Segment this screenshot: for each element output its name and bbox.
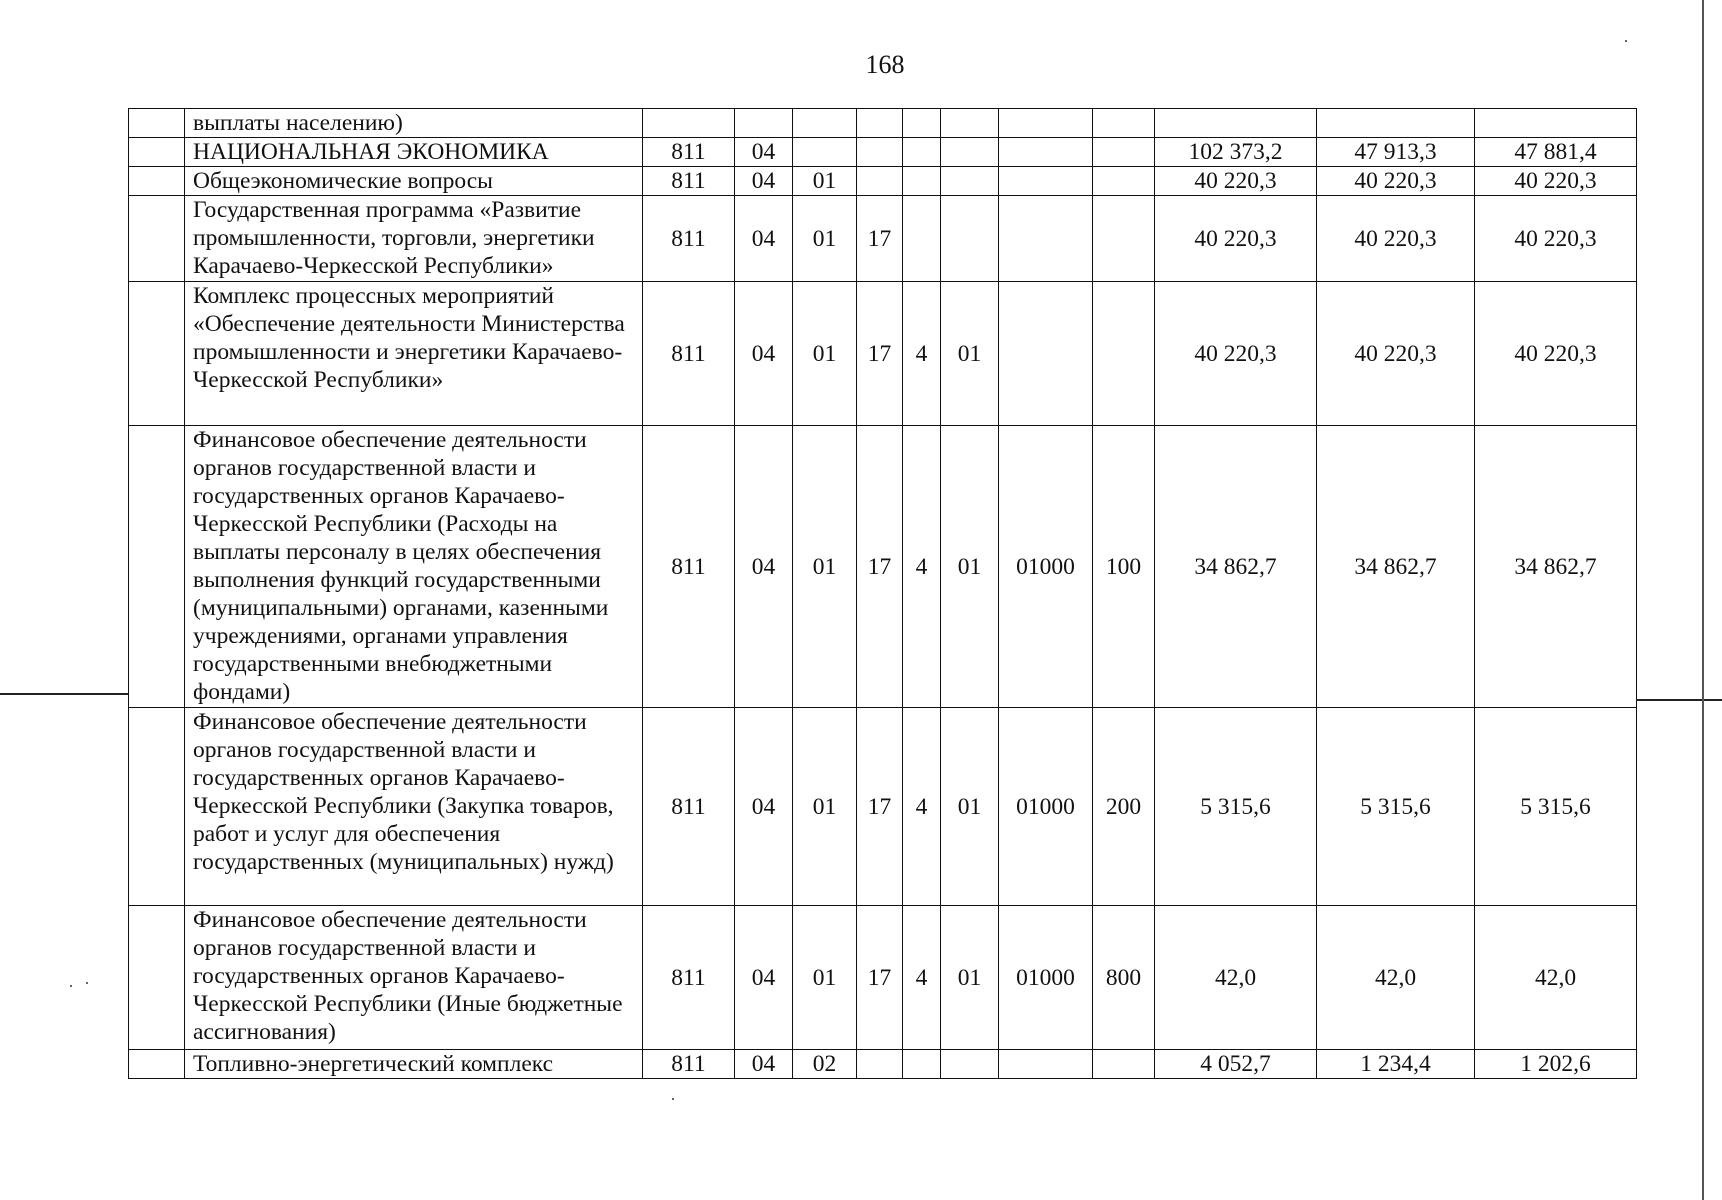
code-program: 17 — [857, 906, 903, 1050]
table-row — [129, 167, 1637, 196]
code-pr — [793, 138, 857, 167]
table-row — [129, 109, 1637, 138]
code-gr: 811 — [643, 906, 735, 1050]
amount-year-2: 42,0 — [1317, 906, 1475, 1050]
code-type: 4 — [903, 906, 941, 1050]
code-vr — [1093, 167, 1155, 196]
amount-year-2: 40 220,3 — [1317, 282, 1475, 426]
code-pr: 01 — [793, 167, 857, 196]
index-cell — [129, 167, 185, 196]
index-cell — [129, 282, 185, 426]
row-name: Финансовое обеспечение деятельности органов государственной власти и государственных органов Карачаево-Черкесской Республики (Закупка товаров, работ и услуг для обеспечения государственных (муниципальных) нужд) — [185, 708, 643, 906]
code-direction — [999, 1050, 1093, 1079]
amount-year-2 — [1317, 109, 1475, 138]
code-rz — [735, 109, 793, 138]
code-rz: 04 — [735, 906, 793, 1050]
code-measure — [941, 1050, 999, 1079]
code-measure: 01 — [941, 282, 999, 426]
amount-year-1: 102 373,2 — [1155, 138, 1317, 167]
code-rz: 04 — [735, 196, 793, 282]
code-vr: 800 — [1093, 906, 1155, 1050]
budget-table — [128, 108, 1637, 1079]
scan-fold-line-right — [1636, 699, 1722, 701]
code-type — [903, 109, 941, 138]
index-cell — [129, 708, 185, 906]
amount-year-1: 40 220,3 — [1155, 196, 1317, 282]
code-type — [903, 138, 941, 167]
code-direction — [999, 282, 1093, 426]
code-direction: 01000 — [999, 906, 1093, 1050]
code-vr — [1093, 1050, 1155, 1079]
code-gr — [643, 109, 735, 138]
row-name: НАЦИОНАЛЬНАЯ ЭКОНОМИКА — [185, 138, 643, 167]
code-rz: 04 — [735, 138, 793, 167]
code-program — [857, 109, 903, 138]
code-type: 4 — [903, 426, 941, 708]
table-row — [129, 426, 1637, 708]
index-cell — [129, 426, 185, 708]
scan-speck — [1625, 40, 1627, 42]
code-gr: 811 — [643, 1050, 735, 1079]
code-vr — [1093, 138, 1155, 167]
code-gr: 811 — [643, 196, 735, 282]
code-rz: 04 — [735, 282, 793, 426]
code-direction: 01000 — [999, 708, 1093, 906]
amount-year-2: 5 315,6 — [1317, 708, 1475, 906]
amount-year-2: 1 234,4 — [1317, 1050, 1475, 1079]
row-name: Общеэкономические вопросы — [185, 167, 643, 196]
code-pr: 01 — [793, 708, 857, 906]
code-vr: 100 — [1093, 426, 1155, 708]
table-row — [129, 1050, 1637, 1079]
index-cell — [129, 196, 185, 282]
code-gr: 811 — [643, 282, 735, 426]
code-type — [903, 167, 941, 196]
code-pr: 01 — [793, 196, 857, 282]
amount-year-3 — [1475, 109, 1637, 138]
scan-speck — [70, 985, 72, 987]
amount-year-1 — [1155, 109, 1317, 138]
code-measure — [941, 196, 999, 282]
index-cell — [129, 1050, 185, 1079]
amount-year-1: 4 052,7 — [1155, 1050, 1317, 1079]
code-type: 4 — [903, 708, 941, 906]
code-vr — [1093, 109, 1155, 138]
amount-year-3: 47 881,4 — [1475, 138, 1637, 167]
code-measure — [941, 109, 999, 138]
amount-year-2: 34 862,7 — [1317, 426, 1475, 708]
code-program — [857, 167, 903, 196]
code-program: 17 — [857, 282, 903, 426]
amount-year-1: 5 315,6 — [1155, 708, 1317, 906]
code-program — [857, 1050, 903, 1079]
index-cell — [129, 109, 185, 138]
amount-year-3: 1 202,6 — [1475, 1050, 1637, 1079]
code-pr — [793, 109, 857, 138]
code-gr: 811 — [643, 426, 735, 708]
code-measure: 01 — [941, 708, 999, 906]
amount-year-3: 40 220,3 — [1475, 196, 1637, 282]
amount-year-3: 42,0 — [1475, 906, 1637, 1050]
amount-year-3: 34 862,7 — [1475, 426, 1637, 708]
row-name: Финансовое обеспечение деятельности органов государственной власти и государственных органов Карачаево-Черкесской Республики (Расходы на выплаты персоналу в целях обеспечения выполнения функций государственными (муниципальными) органами, казенными учреждениями, органами управления государственными внебюджетными фондами) — [185, 426, 643, 708]
amount-year-1: 40 220,3 — [1155, 167, 1317, 196]
row-name: Топливно-энергетический комплекс — [185, 1050, 643, 1079]
code-measure: 01 — [941, 426, 999, 708]
amount-year-3: 5 315,6 — [1475, 708, 1637, 906]
code-program: 17 — [857, 708, 903, 906]
amount-year-1: 42,0 — [1155, 906, 1317, 1050]
table-row — [129, 138, 1637, 167]
amount-year-3: 40 220,3 — [1475, 167, 1637, 196]
code-vr — [1093, 196, 1155, 282]
code-type — [903, 196, 941, 282]
code-rz: 04 — [735, 426, 793, 708]
code-pr: 01 — [793, 426, 857, 708]
row-name: Финансовое обеспечение деятельности органов государственной власти и государственных органов Карачаево-Черкесской Республики (Иные бюджетные ассигнования) — [185, 906, 643, 1050]
table-row — [129, 196, 1637, 282]
page-number: 168 — [865, 50, 905, 79]
amount-year-2: 40 220,3 — [1317, 167, 1475, 196]
amount-year-2: 40 220,3 — [1317, 196, 1475, 282]
row-name: Государственная программа «Развитие промышленности, торговли, энергетики Карачаево-Черкесской Республики» — [185, 196, 643, 282]
code-direction — [999, 109, 1093, 138]
code-type — [903, 1050, 941, 1079]
code-measure: 01 — [941, 906, 999, 1050]
code-rz: 04 — [735, 1050, 793, 1079]
row-name: выплаты населению) — [185, 109, 643, 138]
code-direction — [999, 167, 1093, 196]
code-rz: 04 — [735, 708, 793, 906]
code-program — [857, 138, 903, 167]
code-vr — [1093, 282, 1155, 426]
row-name: Комплекс процессных мероприятий «Обеспечение деятельности Министерства промышленности и энергетики Карачаево-Черкесской Республики» — [185, 282, 643, 426]
code-gr: 811 — [643, 167, 735, 196]
code-measure — [941, 138, 999, 167]
code-pr: 01 — [793, 906, 857, 1050]
code-pr: 02 — [793, 1050, 857, 1079]
amount-year-1: 40 220,3 — [1155, 282, 1317, 426]
code-program: 17 — [857, 196, 903, 282]
code-direction: 01000 — [999, 426, 1093, 708]
scan-edge-line — [1702, 0, 1704, 1200]
scan-speck — [86, 982, 88, 984]
code-direction — [999, 196, 1093, 282]
code-gr: 811 — [643, 708, 735, 906]
code-program: 17 — [857, 426, 903, 708]
index-cell — [129, 138, 185, 167]
amount-year-2: 47 913,3 — [1317, 138, 1475, 167]
code-type: 4 — [903, 282, 941, 426]
code-vr: 200 — [1093, 708, 1155, 906]
index-cell — [129, 906, 185, 1050]
amount-year-1: 34 862,7 — [1155, 426, 1317, 708]
code-measure — [941, 167, 999, 196]
table-row — [129, 906, 1637, 1050]
code-pr: 01 — [793, 282, 857, 426]
table-row — [129, 282, 1637, 426]
table-row — [129, 708, 1637, 906]
code-direction — [999, 138, 1093, 167]
code-gr: 811 — [643, 138, 735, 167]
scan-speck — [672, 1098, 674, 1100]
code-rz: 04 — [735, 167, 793, 196]
amount-year-3: 40 220,3 — [1475, 282, 1637, 426]
scan-fold-line-left — [0, 693, 128, 695]
